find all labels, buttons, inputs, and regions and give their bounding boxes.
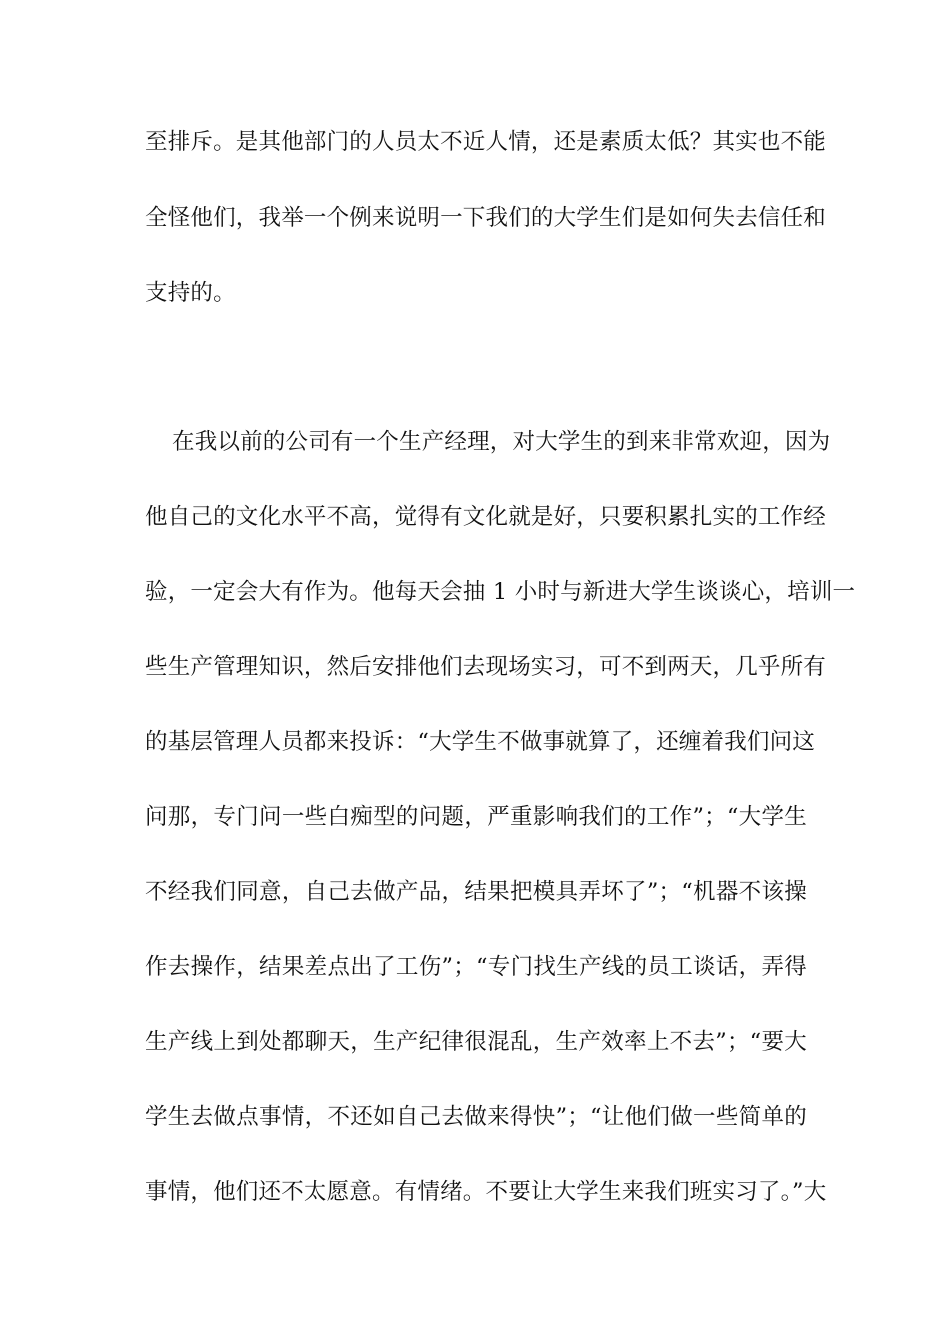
- text-line: 支持的。: [145, 280, 236, 306]
- text-line: 验，一定会大有作为。他每天会抽 1 小时与新进大学生谈谈心，培训一: [145, 579, 856, 605]
- text-line: 作去操作，结果差点出了工伤”；“专门找生产线的员工谈话，弄得: [145, 954, 807, 980]
- text-line: 事情，他们还不太愿意。有情绪。不要让大学生来我们班实习了。”大: [145, 1179, 827, 1205]
- text-line: 学生去做点事情，不还如自己去做来得快”；“让他们做一些简单的: [145, 1104, 807, 1130]
- text-line: 他自己的文化水平不高，觉得有文化就是好，只要积累扎实的工作经: [145, 504, 827, 530]
- text-line: 全怪他们，我举一个例来说明一下我们的大学生们是如何失去信任和: [145, 205, 827, 231]
- text-line: 问那，专门问一些白痴型的问题，严重影响我们的工作”；“大学生: [145, 804, 807, 830]
- text-line: 的基层管理人员都来投诉：“大学生不做事就算了，还缠着我们问这: [145, 729, 816, 755]
- text-line: 在我以前的公司有一个生产经理，对大学生的到来非常欢迎，因为: [172, 429, 831, 455]
- text-line: 至排斥。是其他部门的人员太不近人情，还是素质太低？其实也不能: [145, 129, 827, 155]
- text-line: 些生产管理知识，然后安排他们去现场实习，可不到两天，几乎所有: [145, 654, 827, 680]
- text-line: 不经我们同意，自己去做产品，结果把模具弄坏了”；“机器不该操: [145, 879, 807, 905]
- text-line: 生产线上到处都聊天，生产纪律很混乱，生产效率上不去”；“要大: [145, 1029, 807, 1055]
